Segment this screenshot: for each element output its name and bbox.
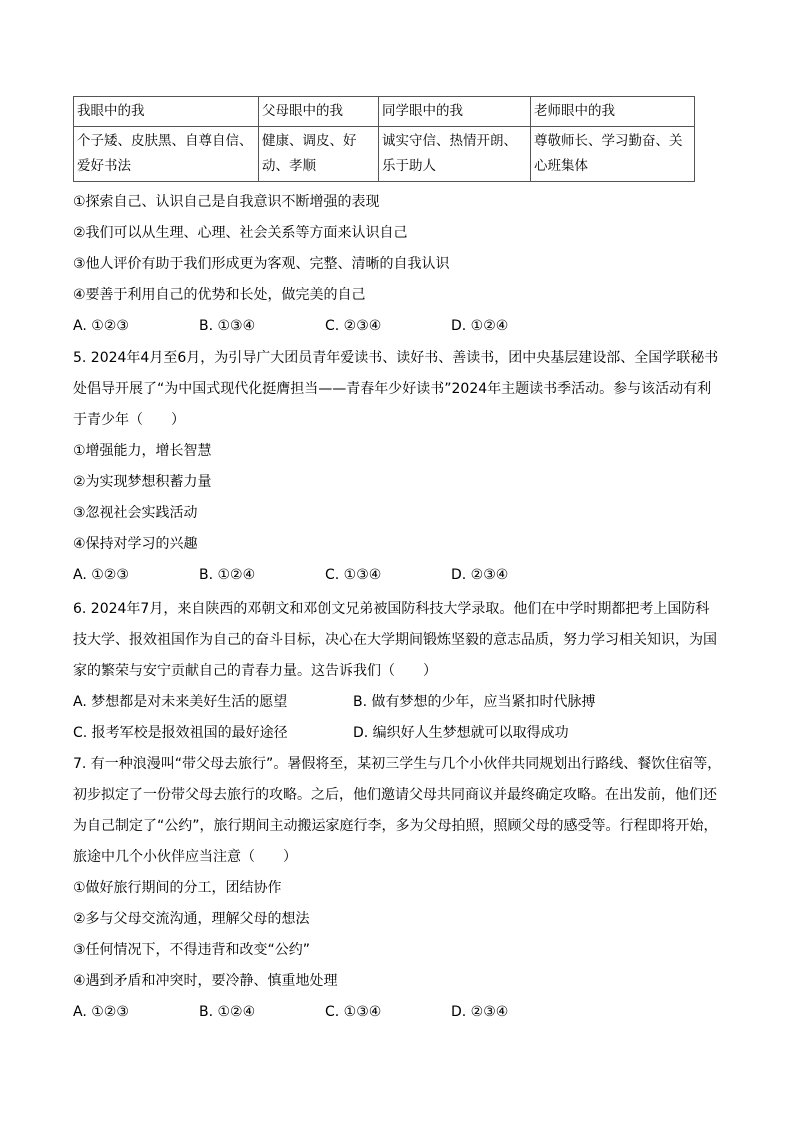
answer-options-row-1: [73, 687, 723, 718]
option-a: A. ①②③: [73, 1004, 129, 1020]
answer-options-row-2: [73, 718, 723, 749]
answer-options: [73, 560, 723, 591]
table-header-cell: 我眼中的我: [74, 97, 259, 127]
option-c: C. 报考军校是报效祖国的最好途径: [73, 725, 288, 741]
question-4-block: [73, 187, 723, 342]
option-c: C. ①③④: [325, 1004, 382, 1020]
option-d: D. ②③④: [451, 1004, 509, 1020]
statement: ①增强能力，增长智慧: [73, 443, 212, 459]
option-b: B. ①②④: [199, 1004, 256, 1020]
table-row: [74, 127, 695, 182]
table-header-row: [74, 97, 695, 127]
statement: ③任何情况下，不得违背和改变“公约”: [73, 942, 311, 958]
question-stem: 7. 有一种浪漫叫“带父母去旅行”。暑假将至，某初三学生与几个小伙伴共同规划出行路线、餐饮住宿等，初步拟定了一份带父母去旅行的攻略。之后，他们邀请父母共同商议并最终确定攻略。在出发前，他们还为自己制定了“公约”，旅行期间主动搬运家庭行李，多为父母拍照，照顾父母的感受等。行程即将开始，旅途中几个小伙伴应当注意（ ）: [73, 756, 722, 865]
table-cell: 诚实守信、热情开朗、乐于助人: [379, 127, 531, 182]
option-a: A. ①②③: [73, 567, 129, 583]
statement: ③他人评价有助于我们形成更为客观、完整、清晰的自我认识: [73, 256, 450, 272]
statement: ①探索自己、认识自己是自我意识不断增强的表现: [73, 194, 380, 210]
statement: ④要善于利用自己的优势和长处，做完美的自己: [73, 287, 366, 303]
answer-options: [73, 311, 723, 342]
statement: ①做好旅行期间的分工，团结协作: [73, 880, 282, 896]
option-b: B. ①③④: [199, 318, 256, 334]
option-a: A. ①②③: [73, 318, 129, 334]
option-a: A. 梦想都是对未来美好生活的愿望: [73, 694, 288, 710]
table-cell: 个子矮、皮肤黑、自尊自信、爱好书法: [74, 127, 259, 182]
statement: ②多与父母交流沟通，理解父母的想法: [73, 911, 310, 927]
statement: ④保持对学习的兴趣: [73, 536, 198, 552]
answer-options: [73, 997, 723, 1028]
table-header-cell: 父母眼中的我: [259, 97, 379, 127]
option-b: B. 做有梦想的少年，应当紧扣时代脉搏: [353, 694, 596, 710]
question-stem: 5. 2024年4月至6月，为引导广大团员青年爱读书、读好书、善读书，团中央基层建设部、全国学联秘书处倡导开展了“为中国式现代化挺膺担当——青春年少好读书”2024年主题读书季活动。参与该活动有利于青少年（ ）: [73, 350, 719, 428]
question-stem: 6. 2024年7月，来自陕西的邓朝文和邓创文兄弟被国防科技大学录取。他们在中学时期都把考上国防科技大学、报效祖国作为自己的奋斗目标，决心在大学期间锻炼坚毅的意志品质，努力学习相关知识，为国家的繁荣与安宁贡献自己的青春力量。这告诉我们（ ）: [73, 601, 717, 679]
self-perception-table: [73, 96, 695, 182]
option-c: C. ①③④: [325, 567, 382, 583]
option-d: D. ①②④: [451, 318, 509, 334]
statement: ④遇到矛盾和冲突时，要冷静、慎重地处理: [73, 973, 338, 989]
option-d: D. 编织好人生梦想就可以取得成功: [353, 725, 569, 741]
question-7-block: [73, 749, 723, 1028]
option-b: B. ①②④: [199, 567, 256, 583]
table-header-cell: 老师眼中的我: [531, 97, 695, 127]
option-d: D. ②③④: [451, 567, 509, 583]
question-5-block: [73, 343, 723, 591]
table-cell: 尊敬师长、学习勤奋、关心班集体: [531, 127, 695, 182]
question-6-block: [73, 594, 723, 749]
statement: ②我们可以从生理、心理、社会关系等方面来认识自己: [73, 225, 408, 241]
statement: ②为实现梦想积蓄力量: [73, 474, 212, 490]
table-cell: 健康、调皮、好动、孝顺: [259, 127, 379, 182]
option-c: C. ②③④: [325, 318, 382, 334]
table-header-cell: 同学眼中的我: [379, 97, 531, 127]
statement: ③忽视社会实践活动: [73, 505, 198, 521]
